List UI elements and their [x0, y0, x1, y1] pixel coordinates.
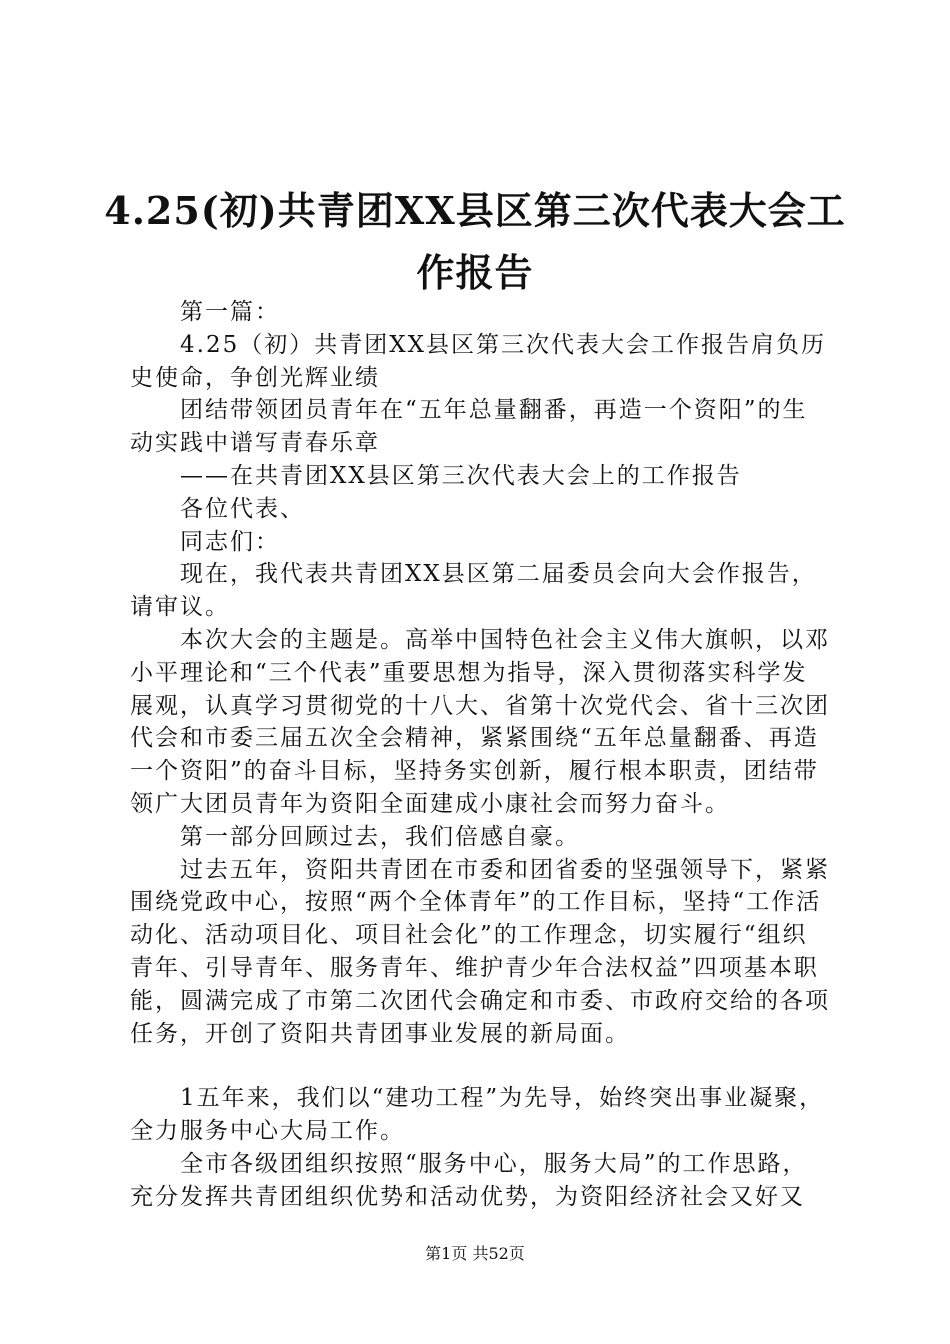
paragraph: 全市各级团组织按照“服务中心，服务大局”的工作思路，充分发挥共青团组织优势和活动优势，为资阳经济社会又好又 [130, 1150, 808, 1210]
paragraph: 第一部分回顾过去，我们倍感自豪。 [180, 823, 580, 850]
document-body [130, 296, 830, 1214]
paragraph: 过去五年，资阳共青团在市委和团省委的坚强领导下，紧紧围绕党政中心，按照“两个全体青年”的工作目标，坚持“工作活动化、活动项目化、项目社会化”的工作理念，切实履行“组织青年、引导青年、服务青年、维护青少年合法权益”四项基本职能，圆满完成了市第二次团代会确定和市委、市政府交给的各项任务，开创了资阳共青团事业发展的新局面。 [130, 856, 830, 1047]
paragraph: 4.25（初）共青团XX县区第三次代表大会工作报告肩负历史使命，争创光辉业绩 [130, 331, 826, 391]
page-footer: 第1页 共52页 [425, 1244, 525, 1263]
paragraph: 同志们： [180, 528, 280, 555]
document-title: 4.25(初)共青团XX县区第三次代表大会工作报告 [104, 188, 846, 295]
paragraph: 本次大会的主题是。高举中国特色社会主义伟大旗帜，以邓小平理论和“三个代表”重要思想为指导，深入贯彻落实科学发展观，认真学习贯彻党的十八大、省第十次党代会、省十三次团代会和市委三届五次全会精神，紧紧围绕“五年总量翻番、再造一个资阳”的奋斗目标，坚持务实创新，履行根本职责，团结带领广大团员青年为资阳全面建成小康社会而努力奋斗。 [130, 626, 830, 817]
paragraph: 团结带领团员青年在“五年总量翻番，再造一个资阳”的生动实践中谱写青春乐章 [130, 397, 808, 457]
paragraph: ——在共青团XX县区第三次代表大会上的工作报告 [180, 462, 742, 489]
paragraph: 各位代表、 [180, 495, 305, 522]
paragraph: 1五年来，我们以“建功工程”为先导，始终突出事业凝聚，全力服务中心大局工作。 [130, 1085, 825, 1145]
paragraph: 现在，我代表共青团XX县区第二届委员会向大会作报告，请审议。 [130, 561, 817, 621]
paragraph: 第一篇： [180, 299, 280, 325]
